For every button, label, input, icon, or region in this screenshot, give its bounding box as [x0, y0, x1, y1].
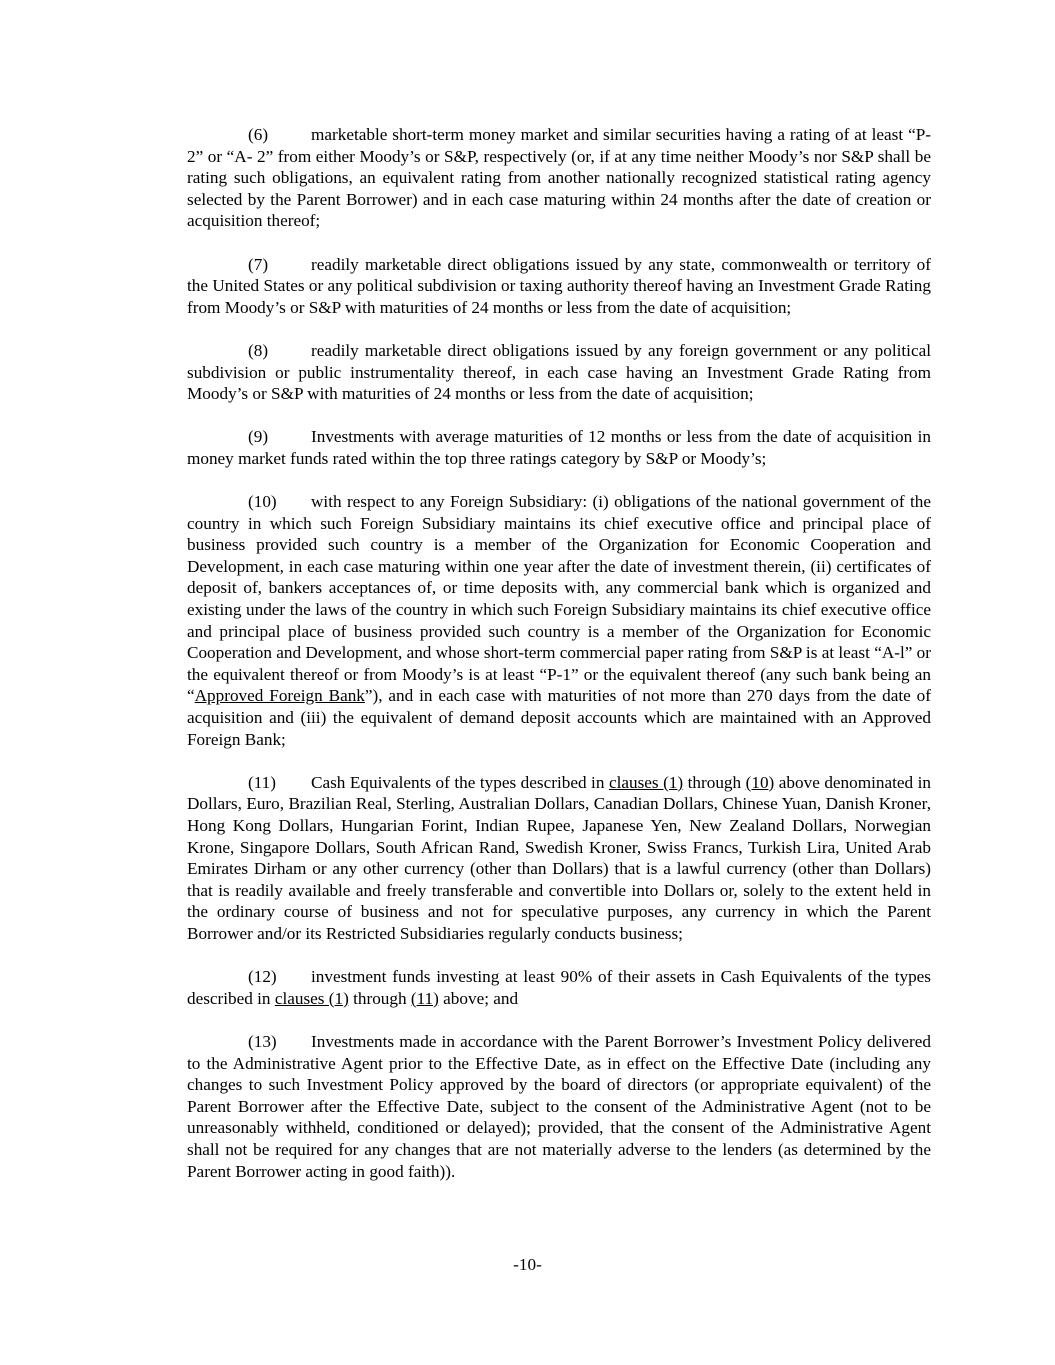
clause-12: [187, 966, 931, 1009]
cross-reference: clauses (1): [274, 988, 349, 1008]
clause-number: (6): [248, 125, 269, 144]
clause-text: marketable short-term money market and similar securities having a rating of at least “P-2” or “A- 2” from either Moody’s or S&P, respectively (or, if at any time neither Moody’s nor S&P shall be rating such obligations, an equivalent rating from another nationally recognized statistical rating agency selected by the Parent Borrower) and in each case maturing within 24 months after the date of creation or acquisition thereof;: [187, 125, 931, 231]
clause-text: readily marketable direct obligations issued by any foreign government or any political subdivision or public instrumentality thereof, in each case having an Investment Grade Rating from Moody’s or S&P with maturities of 24 months or less from the date of acquisition;: [187, 340, 931, 404]
document-body: [187, 124, 931, 1204]
clause-text: with respect to any Foreign Subsidiary: (i) obligations of the national government of the country in which such Foreign Subsidiary maintains its chief executive office and principal place of business provided such country is a member of the Organization for Economic Cooperation and Development, in each case maturing within one year after the date of investment therein, (ii) certificates of deposit of, bankers acceptances of, or time deposits with, any commercial bank which is organized and existing under the laws of the country in which such Foreign Subsidiary maintains its chief executive office and principal place of business provided such country is a member of the Organization for Economic Cooperation and Development, and whose short-term commercial paper rating from S&P is at least “A-l” or the equivalent thereof or from Moody’s is at least “P-1” or the equivalent thereof (any such bank being an “: [187, 492, 931, 706]
cross-reference: (11): [410, 988, 439, 1008]
clause-6: [187, 124, 931, 232]
clause-text-continued: above; and: [438, 988, 519, 1008]
clause-text: readily marketable direct obligations issued by any state, commonwealth or territory of the United States or any political subdivision or taxing authority thereof having an Investment Grade Rating from Moody’s or S&P with maturities of 24 months or less from the date of acquisition;: [187, 254, 931, 317]
clause-7: [187, 254, 931, 319]
clause-text-through: through: [683, 772, 746, 792]
clause-number: (9): [248, 427, 269, 447]
clause-10: [187, 491, 931, 750]
clause-number: (13): [248, 1031, 277, 1051]
clause-text: investment funds investing at least 90% of their assets in Cash Equivalents of the types described in: [187, 967, 931, 1008]
clause-number: (10): [248, 492, 277, 512]
clause-text: Cash Equivalents of the types described in: [311, 772, 609, 792]
clause-text: Investments made in accordance with the Parent Borrower’s Investment Policy delivered to the Administrative Agent prior to the Effective Date, as in effect on the Effective Date (including any changes to such Investment Policy approved by the board of directors (or appropriate equivalent) of the Parent Borrower after the Effective Date, subject to the consent of the Administrative Agent (not to be unreasonably withheld, conditioned or delayed); provided, that the consent of the Administrative Agent shall not be required for any changes that are not materially adverse to the lenders (as determined by the Parent Borrower acting in good faith)).: [187, 1031, 931, 1181]
cross-reference: (10): [745, 772, 775, 792]
clause-number: (7): [248, 254, 269, 274]
clause-number: (8): [248, 340, 269, 360]
cross-reference: clauses (1): [608, 772, 684, 792]
clause-11: [187, 772, 931, 945]
page-number: -10-: [513, 1255, 542, 1274]
clause-8: [187, 340, 931, 405]
clause-13: [187, 1031, 931, 1182]
clause-9: [187, 426, 931, 469]
clause-text-continued: above denominated in Dollars, Euro, Brazilian Real, Sterling, Australian Dollars, Canadian Dollars, Chinese Yuan, Danish Kroner, Hong Kong Dollars, Hungarian Forint, Indian Rupee, Japanese Yen, New Zealand Dollars, Norwegian Krone, Singapore Dollars, South African Rand, Swedish Kroner, Swiss Francs, Turkish Lira, United Arab Emirates Dirham or any other currency (other than Dollars) that is a lawful currency (other than Dollars) that is readily available and freely transferable and convertible into Dollars or, solely to the extent held in the ordinary course of business and not for speculative purposes, any currency in which the Parent Borrower and/or its Restricted Subsidiaries regularly conducts business;: [187, 772, 931, 943]
clause-text: Investments with average maturities of 12 months or less from the date of acquisition in money market funds rated within the top three ratings category by S&P or Moody’s;: [187, 427, 931, 468]
clause-number: (12): [248, 967, 277, 987]
clause-number: (11): [248, 772, 276, 792]
clause-text-through: through: [348, 988, 411, 1008]
clause-text-continued: ”), and in each case with maturities of not more than 270 days from the date of acquisition and (iii) the equivalent of demand deposit accounts which are maintained with an Approved Foreign Bank;: [187, 686, 931, 749]
defined-term-approved-foreign-bank: Approved Foreign Bank: [194, 686, 365, 706]
